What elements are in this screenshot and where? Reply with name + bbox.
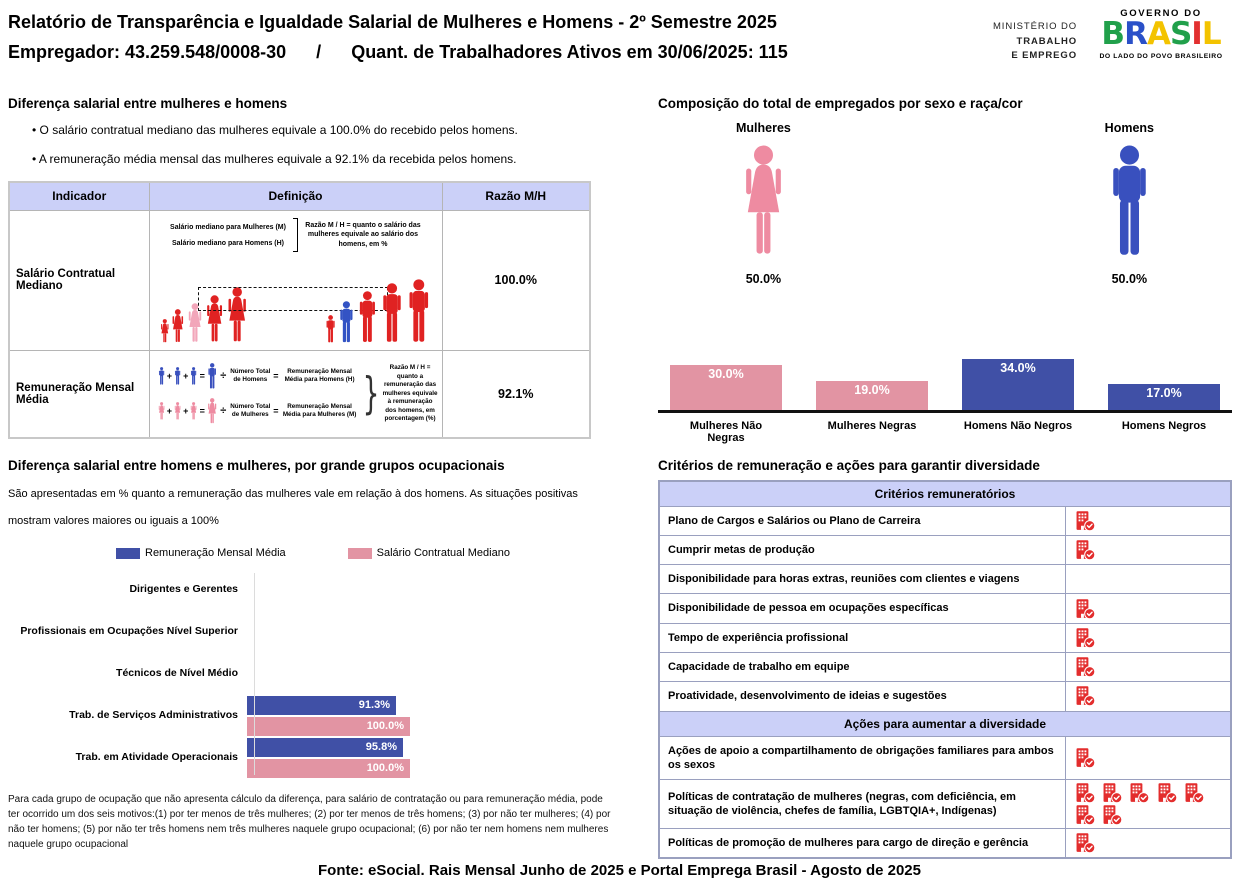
criteria-company-icons bbox=[1065, 829, 1231, 859]
man-icon bbox=[357, 291, 378, 343]
ratio-value: 100.0% bbox=[442, 210, 590, 350]
indicator-name: Salário Contratual Mediano bbox=[9, 210, 149, 350]
criteria-label: Capacidade de trabalho em equipe bbox=[659, 652, 1065, 681]
company-check-icon bbox=[1101, 782, 1123, 804]
composition-section bbox=[658, 96, 1232, 444]
bracket-shape bbox=[293, 218, 298, 252]
criteria-row bbox=[659, 594, 1231, 623]
criteria-section-title: Ações para aumentar a diversidade bbox=[659, 711, 1231, 736]
criteria-company-icons bbox=[1065, 780, 1231, 829]
bullet-item: • O salário contratual mediano das mulheres equivale a 100.0% do recebido pelos homens. bbox=[32, 123, 589, 137]
criteria-label: Políticas de promoção de mulheres para cargo de direção e gerência bbox=[659, 829, 1065, 859]
description-line: São apresentadas em % quanto a remuneração das mulheres vale em relação à dos homens. As situações positivas bbox=[8, 488, 578, 500]
equals-sign: = bbox=[273, 406, 279, 417]
table-row-mean bbox=[9, 350, 590, 438]
criteria-row bbox=[659, 535, 1231, 564]
company-check-icon bbox=[1074, 832, 1096, 854]
occupation-bar-chart bbox=[8, 569, 620, 779]
man-icon bbox=[406, 279, 432, 343]
company-check-icon bbox=[1074, 627, 1096, 649]
divide-sign: ÷ bbox=[220, 370, 227, 383]
criteria-section-title: Critérios remuneratórios bbox=[659, 481, 1231, 506]
legend-swatch-pink bbox=[348, 548, 372, 559]
criteria-row bbox=[659, 623, 1231, 652]
bar-category-label: Homens Negros bbox=[1121, 420, 1207, 432]
occupation-category-label: Trab. em Atividade Operacionais bbox=[75, 751, 238, 764]
brasil-logo-letter: R bbox=[1124, 16, 1147, 52]
criteria-section-header bbox=[659, 481, 1231, 506]
gov-logo-tagline: DO LADO DO POVO BRASILEIRO bbox=[1099, 52, 1223, 60]
criteria-company-icons bbox=[1065, 594, 1231, 623]
equals-sign: = bbox=[199, 406, 205, 417]
brasil-logo-letter: S bbox=[1169, 16, 1192, 52]
company-check-icon bbox=[1074, 747, 1096, 769]
woman-icon bbox=[207, 398, 217, 424]
plus-sign: + bbox=[183, 371, 189, 382]
legend-label: Salário Contratual Mediano bbox=[376, 547, 510, 559]
occupation-bars bbox=[247, 738, 410, 778]
criteria-row bbox=[659, 652, 1231, 681]
legend-item bbox=[116, 547, 286, 559]
bar-category-label: Homens Não Negros bbox=[963, 420, 1073, 432]
bar-value-label: 17.0% bbox=[1146, 386, 1182, 400]
company-check-icon bbox=[1128, 782, 1150, 804]
criteria-section-header bbox=[659, 711, 1231, 736]
criteria-company-icons bbox=[1065, 565, 1231, 594]
brasil-logo-letter: A bbox=[1146, 16, 1170, 52]
company-check-icon bbox=[1074, 782, 1096, 804]
criteria-row bbox=[659, 736, 1231, 780]
criteria-company-icons bbox=[1065, 682, 1231, 711]
mte-logo-line: TRABALHO bbox=[1016, 35, 1077, 47]
composition-bar bbox=[670, 365, 782, 410]
woman-icon bbox=[174, 402, 181, 420]
group-value: 50.0% bbox=[745, 272, 782, 286]
col-header-indicador: Indicador bbox=[9, 182, 149, 210]
formula-result: Remuneração Mensal Média para Mulheres (M) bbox=[282, 403, 357, 419]
equals-sign: = bbox=[199, 371, 205, 382]
divide-sign: ÷ bbox=[220, 405, 227, 418]
diagram-note: Razão M / H = quanto a remuneração das mulheres equivale à remuneração dos homens, em porcentagem (%) bbox=[382, 364, 438, 422]
page-title: Relatório de Transparência e Igualdade Salarial de Mulheres e Homens - 2º Semestre 2025 bbox=[8, 12, 777, 32]
occupation-row bbox=[8, 653, 620, 695]
occupation-bar: 100.0% bbox=[247, 717, 410, 736]
occupation-row bbox=[8, 569, 620, 611]
criteria-company-icons bbox=[1065, 736, 1231, 780]
bar-category-label: Mulheres Não Negras bbox=[689, 420, 763, 444]
chart-legend bbox=[116, 547, 620, 559]
criteria-label: Proatividade, desenvolvimento de ideias e sugestões bbox=[659, 682, 1065, 711]
brasil-logo-letter: I bbox=[1191, 16, 1202, 52]
gov-logo-top-text: GOVERNO DO bbox=[1120, 8, 1202, 19]
criteria-label: Disponibilidade de pessoa em ocupações específicas bbox=[659, 594, 1065, 623]
indicator-table bbox=[8, 181, 591, 439]
occupation-category-label: Dirigentes e Gerentes bbox=[129, 583, 238, 596]
chart-footnote: Para cada grupo de ocupação que não apresenta cálculo da diferença, para salário de contratação ou para remuneração média, pode ter ocorrido um dos seis motivos:(1) por ter menos de três mulheres; (2) por ter menos de três homens; (3) por não ter mulheres; (4) por não ter homens; (5) por não ter três homens nem três mulheres naquele grupo ocupacional; (6) por não ter nem homens nem mulheres naquele grupo ocupacional bbox=[8, 794, 611, 850]
occupation-bars bbox=[247, 696, 410, 736]
criteria-company-icons bbox=[1065, 623, 1231, 652]
company-check-icon bbox=[1074, 685, 1096, 707]
occupation-category-label: Técnicos de Nível Médio bbox=[116, 667, 238, 680]
section-title: Diferença salarial entre homens e mulheres, por grande grupos ocupacionais bbox=[8, 458, 505, 473]
women-composition-group bbox=[736, 121, 791, 286]
women-formula bbox=[158, 398, 359, 424]
man-icon bbox=[174, 367, 181, 385]
bars-row bbox=[658, 358, 1232, 410]
governo-brasil-logo bbox=[1091, 8, 1231, 60]
man-icon bbox=[338, 301, 355, 343]
bar-category-label: Mulheres Negras bbox=[827, 420, 917, 432]
group-label: Mulheres bbox=[736, 121, 791, 135]
company-check-icon bbox=[1074, 510, 1096, 532]
company-check-icon bbox=[1183, 782, 1205, 804]
men-figures-group bbox=[325, 279, 431, 343]
chart-baseline bbox=[658, 410, 1232, 413]
plus-sign: + bbox=[166, 371, 172, 382]
criteria-label: Tempo de experiência profissional bbox=[659, 623, 1065, 652]
active-workers: Quant. de Trabalhadores Ativos em 30/06/2025: 115 bbox=[351, 42, 788, 62]
company-check-icon bbox=[1074, 539, 1096, 561]
company-check-icon bbox=[1074, 598, 1096, 620]
woman-icon bbox=[171, 309, 185, 343]
man-icon bbox=[207, 363, 217, 389]
plus-sign: + bbox=[166, 406, 172, 417]
man-icon bbox=[380, 283, 404, 343]
criteria-label: Disponibilidade para horas extras, reuniões com clientes e viagens bbox=[659, 565, 1065, 594]
table-row-median bbox=[9, 210, 590, 350]
occupation-bar: 100.0% bbox=[247, 759, 410, 778]
men-formula bbox=[158, 363, 359, 389]
plus-sign: + bbox=[183, 406, 189, 417]
woman-icon bbox=[160, 319, 170, 343]
occupation-row bbox=[8, 611, 620, 653]
section-title: Diferença salarial entre mulheres e homens bbox=[8, 96, 288, 111]
description-line: mostram valores maiores ou iguais a 100% bbox=[8, 515, 219, 527]
occupation-bar: 91.3% bbox=[247, 696, 396, 715]
employer-id: Empregador: 43.259.548/0008-30 bbox=[8, 42, 287, 62]
woman-icon bbox=[741, 145, 786, 257]
brace-shape: } bbox=[362, 368, 379, 420]
bar-labels-row bbox=[658, 420, 1232, 444]
salary-gap-bullets bbox=[32, 123, 589, 166]
criteria-row bbox=[659, 565, 1231, 594]
diagram-text: Salário mediano para Homens (H) bbox=[171, 239, 284, 247]
company-check-icon bbox=[1101, 804, 1123, 826]
occupation-category-label: Trab. de Serviços Administrativos bbox=[69, 709, 238, 722]
criteria-label: Plano de Cargos e Salários ou Plano de Carreira bbox=[659, 506, 1065, 535]
criteria-row bbox=[659, 506, 1231, 535]
criteria-label: Cumprir metas de produção bbox=[659, 535, 1065, 564]
section-title: Critérios de remuneração e ações para garantir diversidade bbox=[658, 458, 1040, 473]
col-header-razao: Razão M/H bbox=[442, 182, 590, 210]
col-header-definicao: Definição bbox=[149, 182, 442, 210]
man-icon bbox=[190, 367, 197, 385]
occupation-rows bbox=[8, 569, 620, 779]
formula-result: Remuneração Mensal Média para Homens (H) bbox=[284, 368, 355, 384]
section-title: Composição do total de empregados por sexo e raça/cor bbox=[658, 96, 1023, 111]
diagram-note: Razão M / H = quanto o salário das mulheres equivale ao salário dos homens, em % bbox=[305, 221, 421, 248]
bar-value-label: 34.0% bbox=[1000, 361, 1036, 375]
composition-bar bbox=[816, 381, 928, 410]
company-check-icon bbox=[1074, 656, 1096, 678]
occupation-row bbox=[8, 737, 620, 779]
brasil-logo-letter: L bbox=[1201, 16, 1221, 52]
brasil-logo-letter: B bbox=[1101, 16, 1125, 52]
indicator-name: Remuneração Mensal Média bbox=[9, 350, 149, 438]
brasil-wordmark bbox=[1091, 16, 1231, 52]
report-header bbox=[8, 12, 788, 63]
composition-bar bbox=[1108, 384, 1220, 410]
criteria-row bbox=[659, 829, 1231, 859]
ratio-value: 92.1% bbox=[442, 350, 590, 438]
formula-divisor: Número Total de Mulheres bbox=[230, 403, 271, 419]
criteria-label: Políticas de contratação de mulheres (negras, com deficiência, em situação de violência, chefes de família, LGBTQIA+, Indígenas) bbox=[659, 780, 1065, 829]
mte-logo-line: E EMPREGO bbox=[1011, 50, 1077, 62]
chart-axis-line bbox=[254, 573, 255, 775]
group-value: 50.0% bbox=[1111, 272, 1148, 286]
man-icon bbox=[325, 315, 336, 343]
men-composition-group bbox=[1105, 121, 1154, 286]
criteria-company-icons bbox=[1065, 506, 1231, 535]
equals-sign: = bbox=[273, 371, 279, 382]
median-definition-diagram bbox=[150, 211, 442, 349]
group-label: Homens bbox=[1104, 121, 1154, 135]
legend-item bbox=[348, 547, 510, 559]
mte-logo bbox=[993, 20, 1077, 64]
legend-swatch-navy bbox=[116, 548, 140, 559]
woman-icon bbox=[190, 402, 197, 420]
occupation-section bbox=[8, 458, 620, 852]
mean-definition-diagram bbox=[150, 359, 442, 428]
occupation-bar: 95.8% bbox=[247, 738, 403, 757]
diagram-text: Salário mediano para Mulheres (M) bbox=[170, 223, 286, 231]
criteria-table bbox=[658, 480, 1232, 859]
bar-value-label: 19.0% bbox=[854, 383, 890, 397]
separator: / bbox=[316, 42, 322, 62]
criteria-company-icons bbox=[1065, 535, 1231, 564]
composition-bar bbox=[962, 359, 1074, 410]
criteria-row bbox=[659, 682, 1231, 711]
bullet-item: • A remuneração média mensal das mulheres equivale a 92.1% da recebida pelos homens. bbox=[32, 152, 589, 166]
criteria-label: Ações de apoio a compartilhamento de obrigações familiares para ambos os sexos bbox=[659, 736, 1065, 780]
man-icon bbox=[158, 367, 165, 385]
employer-line bbox=[8, 42, 788, 63]
criteria-company-icons bbox=[1065, 652, 1231, 681]
legend-label: Remuneração Mensal Média bbox=[145, 547, 286, 559]
company-check-icon bbox=[1156, 782, 1178, 804]
composition-bar-chart bbox=[658, 358, 1232, 444]
company-check-icon bbox=[1074, 804, 1096, 826]
source-footer: Fonte: eSocial. Rais Mensal Junho de 2025 e Portal Emprega Brasil - Agosto de 2025 bbox=[318, 862, 921, 879]
woman-icon bbox=[158, 402, 165, 420]
formula-divisor: Número Total de Homens bbox=[230, 368, 271, 384]
occupation-category-label: Profissionais em Ocupações Nível Superior bbox=[20, 625, 238, 638]
criteria-section bbox=[658, 458, 1232, 859]
bar-value-label: 30.0% bbox=[708, 367, 744, 381]
salary-gap-section bbox=[8, 96, 589, 439]
occupation-row bbox=[8, 695, 620, 737]
criteria-row bbox=[659, 780, 1231, 829]
man-icon bbox=[1107, 145, 1152, 257]
mte-logo-line: MINISTÉRIO DO bbox=[992, 21, 1077, 32]
